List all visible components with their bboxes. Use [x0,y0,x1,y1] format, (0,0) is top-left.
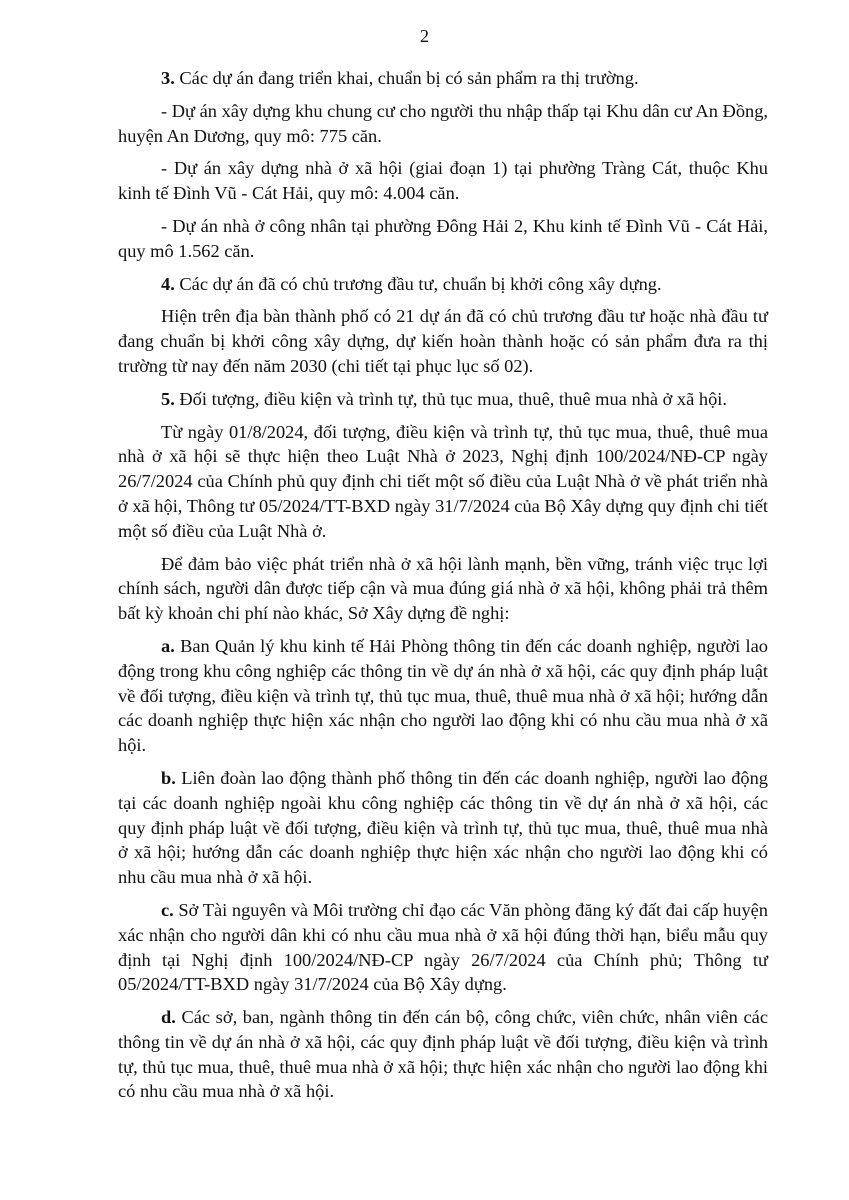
request-item-a [118,634,768,758]
body-paragraph [118,304,768,378]
section-title: Các dự án đang triển khai, chuẩn bị có sản phẩm ra thị trường. [174,68,639,88]
item-text: Sở Tài nguyên và Môi trường chỉ đạo các Văn phòng đăng ký đất đai cấp huyện xác nhận cho người dân khi có nhu cầu mua nhà ở xã hội đúng thời hạn, biểu mẫu quy định tại Nghị định 100/2024/NĐ-CP ngày 26/7/2024 của Chính phủ; Thông tư 05/2024/TT-BXD ngày 31/7/2024 của Bộ Xây dựng. [118,899,768,995]
item-text: Ban Quản lý khu kinh tế Hải Phòng thông tin đến các doanh nghiệp, người lao động trong khu công nghiệp các thông tin về dự án nhà ở xã hội, các quy định pháp luật về đối tượng, điều kiện và trình tự, thủ tục mua, thuê, thuê mua nhà ở xã hội; hướng dẫn các doanh nghiệp thực hiện xác nhận cho người lao động khi có nhu cầu mua nhà ở xã hội. [118,635,768,756]
paragraph-text: Để đảm bảo việc phát triển nhà ở xã hội lành mạnh, bền vững, tránh việc trục lợi chính sách, người dân được tiếp cận và mua đúng giá nhà ở xã hội, không phải trả thêm bất kỳ khoản chi phí nào khác, Sở Xây dựng đề nghị: [118,553,768,624]
section-heading-5 [118,387,768,412]
section-title: Các dự án đã có chủ trương đầu tư, chuẩn bị khởi công xây dựng. [174,273,662,294]
document-body [118,66,768,1112]
paragraph-text: Từ ngày 01/8/2024, đối tượng, điều kiện và trình tự, thủ tục mua, thuê, thuê mua nhà ở xã hội sẽ thực hiện theo Luật Nhà ở 2023, Nghị định 100/2024/NĐ-CP ngày 26/7/2024 của Chính phủ quy định chi tiết một số điều của Luật Nhà ở về phát triển nhà ở xã hội, Thông tư 05/2024/TT-BXD ngày 31/7/2024 của Bộ Xây dựng quy định chi tiết một số điều của Luật Nhà ở. [118,421,768,541]
section-number: 4. [161,273,175,294]
request-item-c [118,898,768,997]
section-number: 3. [161,68,175,88]
project-text: - Dự án xây dựng khu chung cư cho người thu nhập thấp tại Khu dân cư An Đồng, huyện An Dương, quy mô: 775 căn. [118,100,768,146]
paragraph-text: Hiện trên địa bàn thành phố có 21 dự án đã có chủ trương đầu tư hoặc nhà đầu tư đang chuẩn bị khởi công xây dựng, dự kiến hoàn thành hoặc có sản phẩm đưa ra thị trường từ nay đến năm 2030 (chi tiết tại phục lục số 02). [118,306,768,376]
request-item-d [118,1005,768,1104]
project-item [118,99,768,149]
project-text: - Dự án nhà ở công nhân tại phường Đông Hải 2, Khu kinh tế Đình Vũ - Cát Hải, quy mô 1.562 căn. [118,215,768,261]
item-letter: d. [161,1007,176,1028]
item-letter: c. [161,899,174,920]
item-letter: b. [161,767,176,788]
page-number: 2 [419,26,430,46]
project-item [118,156,768,206]
section-heading-4 [118,272,768,297]
body-paragraph [118,420,768,544]
project-text: - Dự án xây dựng nhà ở xã hội (giai đoạn 1) tại phường Tràng Cát, thuộc Khu kinh tế Đình Vũ - Cát Hải, quy mô: 4.004 căn. [118,158,768,204]
item-letter: a. [161,635,175,656]
section-title: Đối tượng, điều kiện và trình tự, thủ tục mua, thuê, thuê mua nhà ở xã hội. [174,388,727,409]
section-heading-3 [118,66,768,91]
item-text: Các sở, ban, ngành thông tin đến cán bộ, công chức, viên chức, nhân viên các thông tin về dự án nhà ở xã hội, các quy định pháp luật về đối tượng, điều kiện và trình tự, thủ tục mua, thuê, thuê mua nhà ở xã hội; thực hiện xác nhận cho người lao động khi có nhu cầu mua nhà ở xã hội. [118,1007,768,1102]
body-paragraph [118,552,768,626]
project-item [118,214,768,264]
request-item-b [118,766,768,890]
section-number: 5. [161,388,175,409]
item-text: Liên đoàn lao động thành phố thông tin đến các doanh nghiệp, người lao động tại các doanh nghiệp ngoài khu công nghiệp các thông tin về dự án nhà ở xã hội, các quy định pháp luật về đối tượng, điều kiện và trình tự, thủ tục mua, thuê, thuê mua nhà ở xã hội; hướng dẫn các doanh nghiệp thực hiện xác nhận cho người lao động khi có nhu cầu mua nhà ở xã hội. [118,767,768,888]
